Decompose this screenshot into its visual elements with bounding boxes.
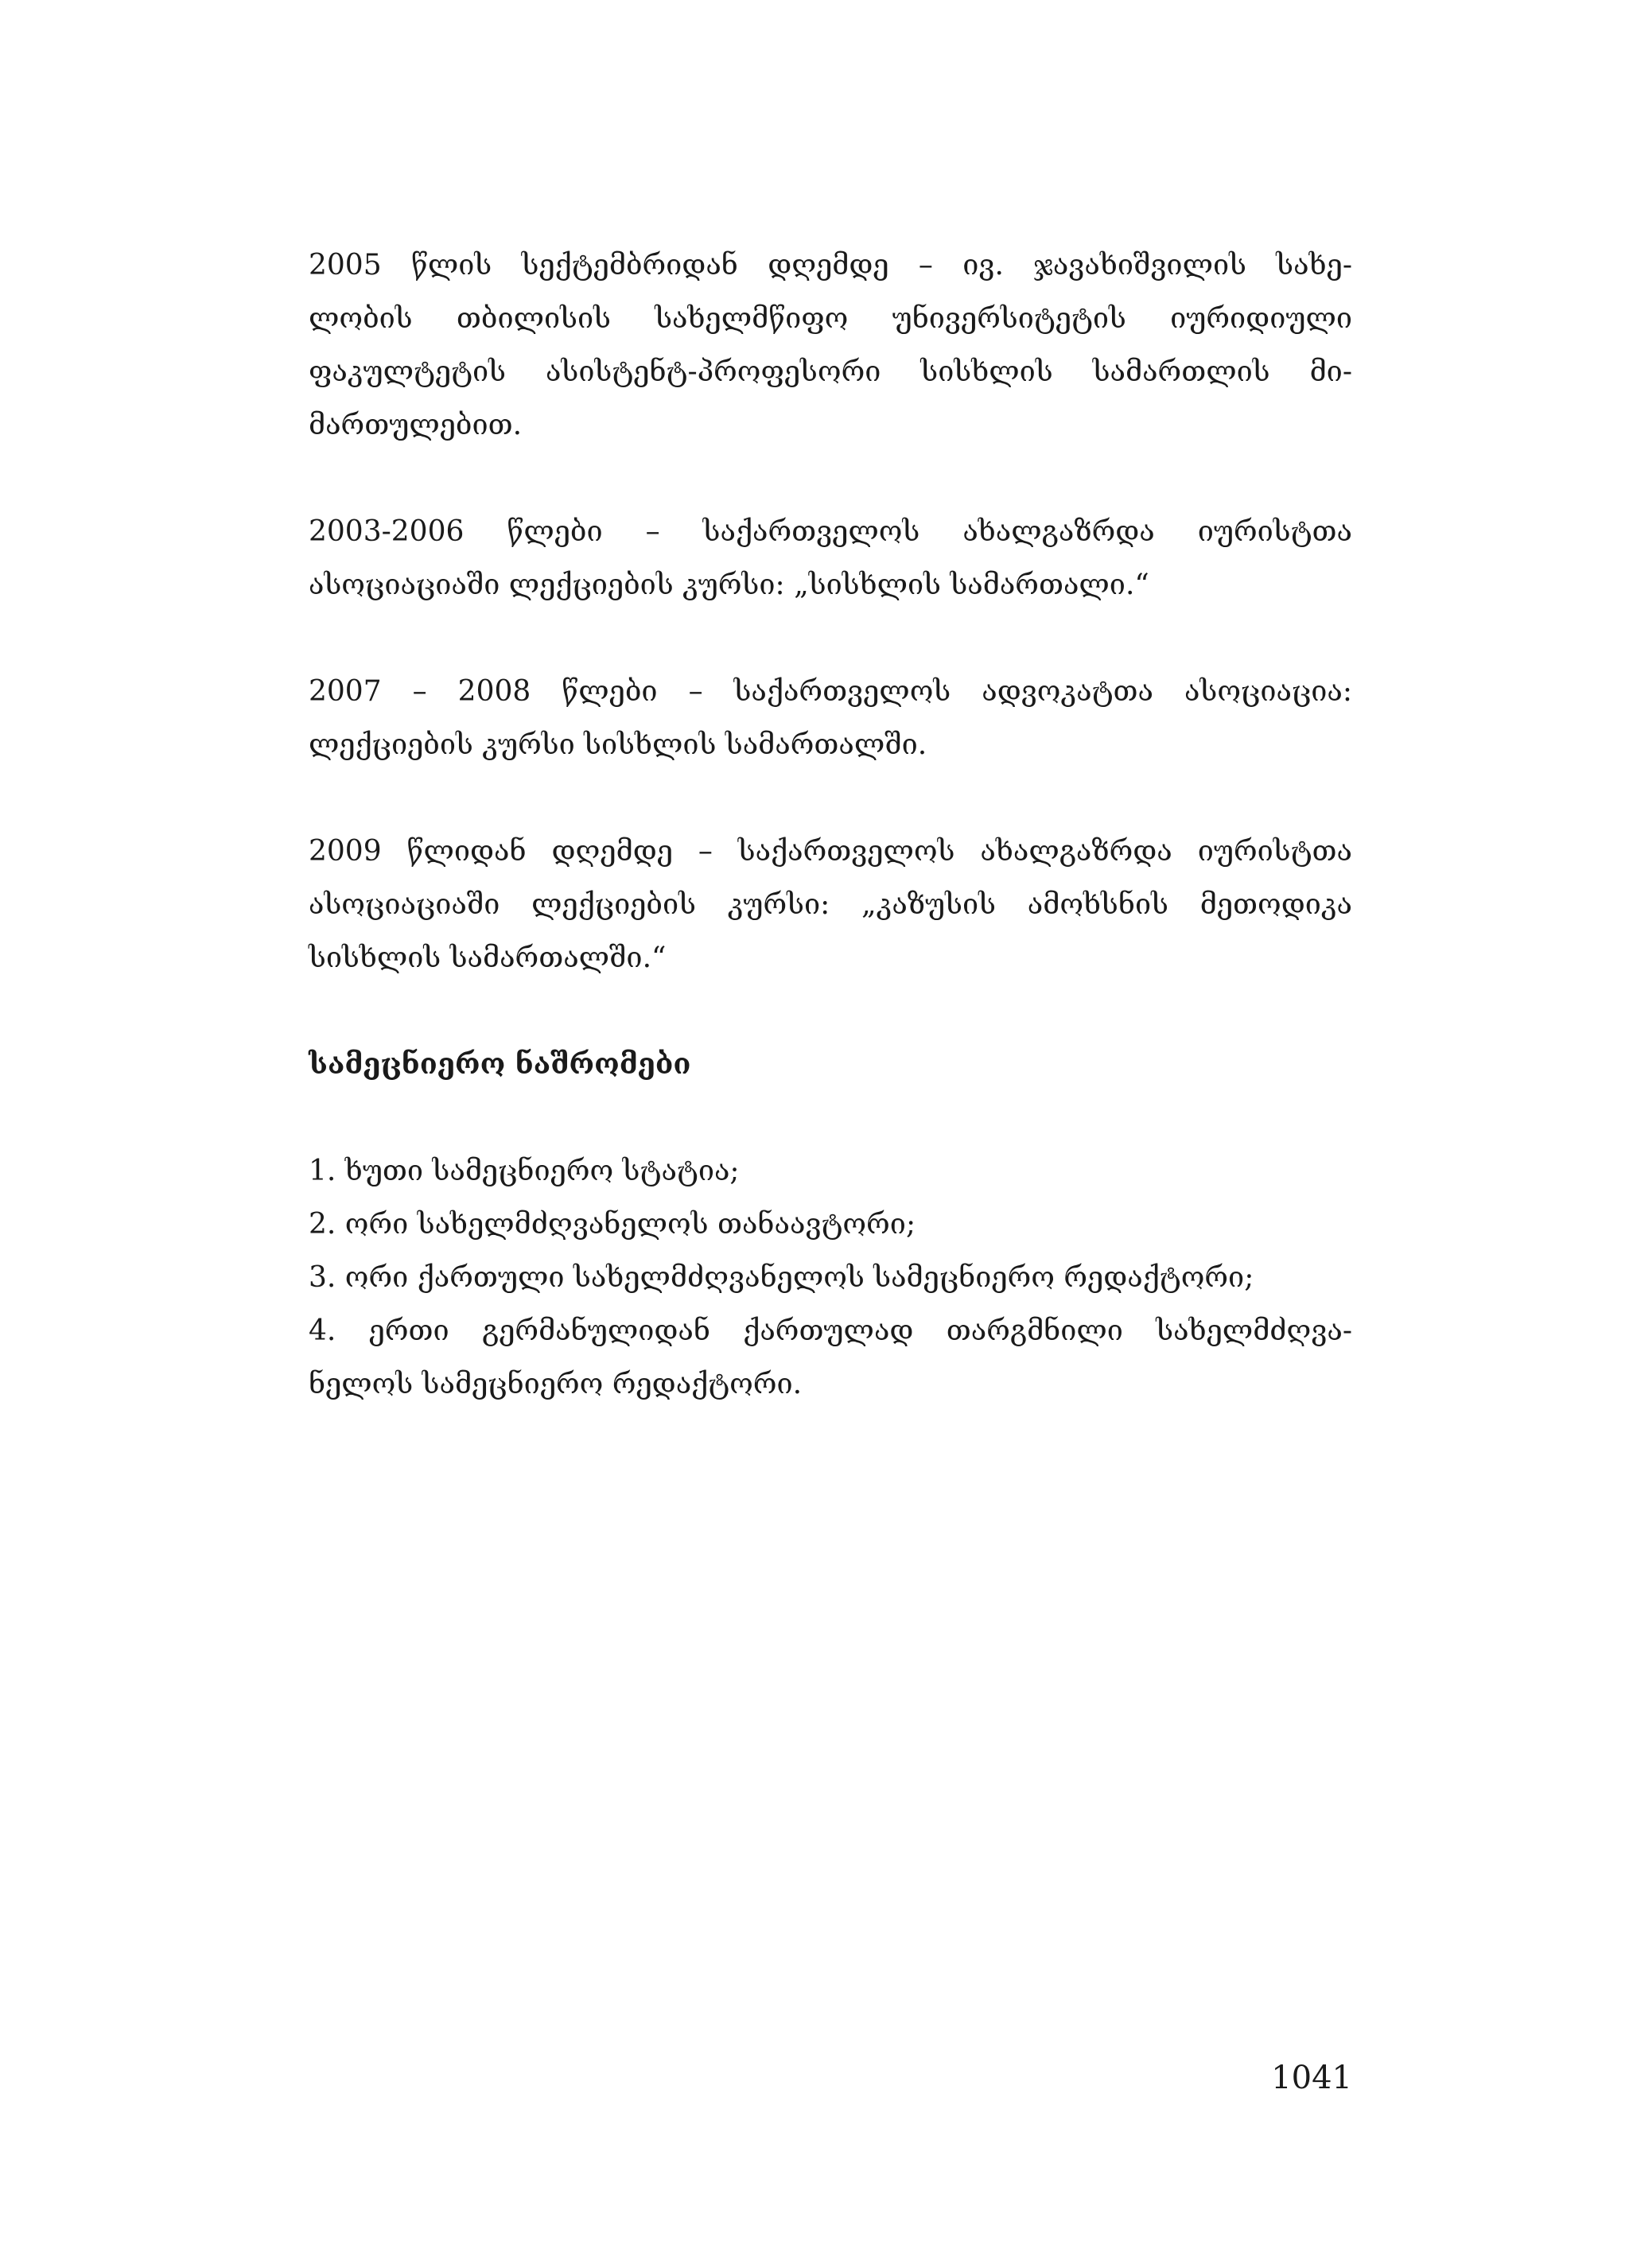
text-line: 2005 წლის სექტემბრიდან დღემდე – ივ. ჯავახიშვილის სახე- <box>309 249 1352 282</box>
text-line: ასოციაციაში ლექციების კურსი: „კაზუსის ამოხსნის მეთოდიკა <box>309 888 1352 921</box>
list-item <box>309 1144 1352 1198</box>
text-line: ლექციების კურსი სისხლის სამართალში. <box>309 728 927 761</box>
section-heading: სამეცნიერო ნაშრომები <box>309 1047 691 1081</box>
text-line: ასოციაციაში ლექციების კურსი: „სისხლის სამართალი.“ <box>309 569 1149 601</box>
text-line: 2007 – 2008 წლები – საქართველოს ადვოკატთა ასოციაცია: <box>309 675 1352 708</box>
list-item <box>309 1198 1352 1251</box>
list-item <box>309 1251 1352 1304</box>
text-line: სისხლის სამართალში.“ <box>309 942 667 974</box>
paragraph-2005 <box>309 239 1352 452</box>
text-line: 2. ორი სახელმძღვანელოს თანაავტორი; <box>309 1208 916 1241</box>
text-line: ლობის თბილისის სახელმწიფო უნივერსიტეტის იურიდიული <box>309 302 1352 335</box>
paragraph-2007-2008 <box>309 665 1352 771</box>
text-line: 2003-2006 წლები – საქართველოს ახალგაზრდა იურისტთა <box>309 515 1352 548</box>
text-line: 2009 წლიდან დღემდე – საქართველოს ახალგაზრდა იურისტთა <box>309 835 1352 868</box>
text-line: 3. ორი ქართული სახელმძღვანელოს სამეცნიერო რედაქტორი; <box>309 1261 1254 1294</box>
paragraph-2009 <box>309 825 1352 984</box>
text-line: ნელოს სამეცნიერო რედაქტორი. <box>309 1368 803 1400</box>
text-line: ფაკულტეტის ასისტენტ-პროფესორი სისხლის სამართლის მი- <box>309 355 1352 388</box>
works-list <box>309 1144 1352 1411</box>
list-item <box>309 1304 1352 1411</box>
text-line: მართულებით. <box>309 409 523 441</box>
paragraph-2003-2006 <box>309 505 1352 612</box>
text-line: 4. ერთი გერმანულიდან ქართულად თარგმნილი სახელმძღვა- <box>309 1315 1352 1347</box>
page-content <box>309 239 1352 1411</box>
text-line: 1. ხუთი სამეცნიერო სტატია; <box>309 1155 740 1187</box>
page-number: 1041 <box>1271 2060 1352 2096</box>
